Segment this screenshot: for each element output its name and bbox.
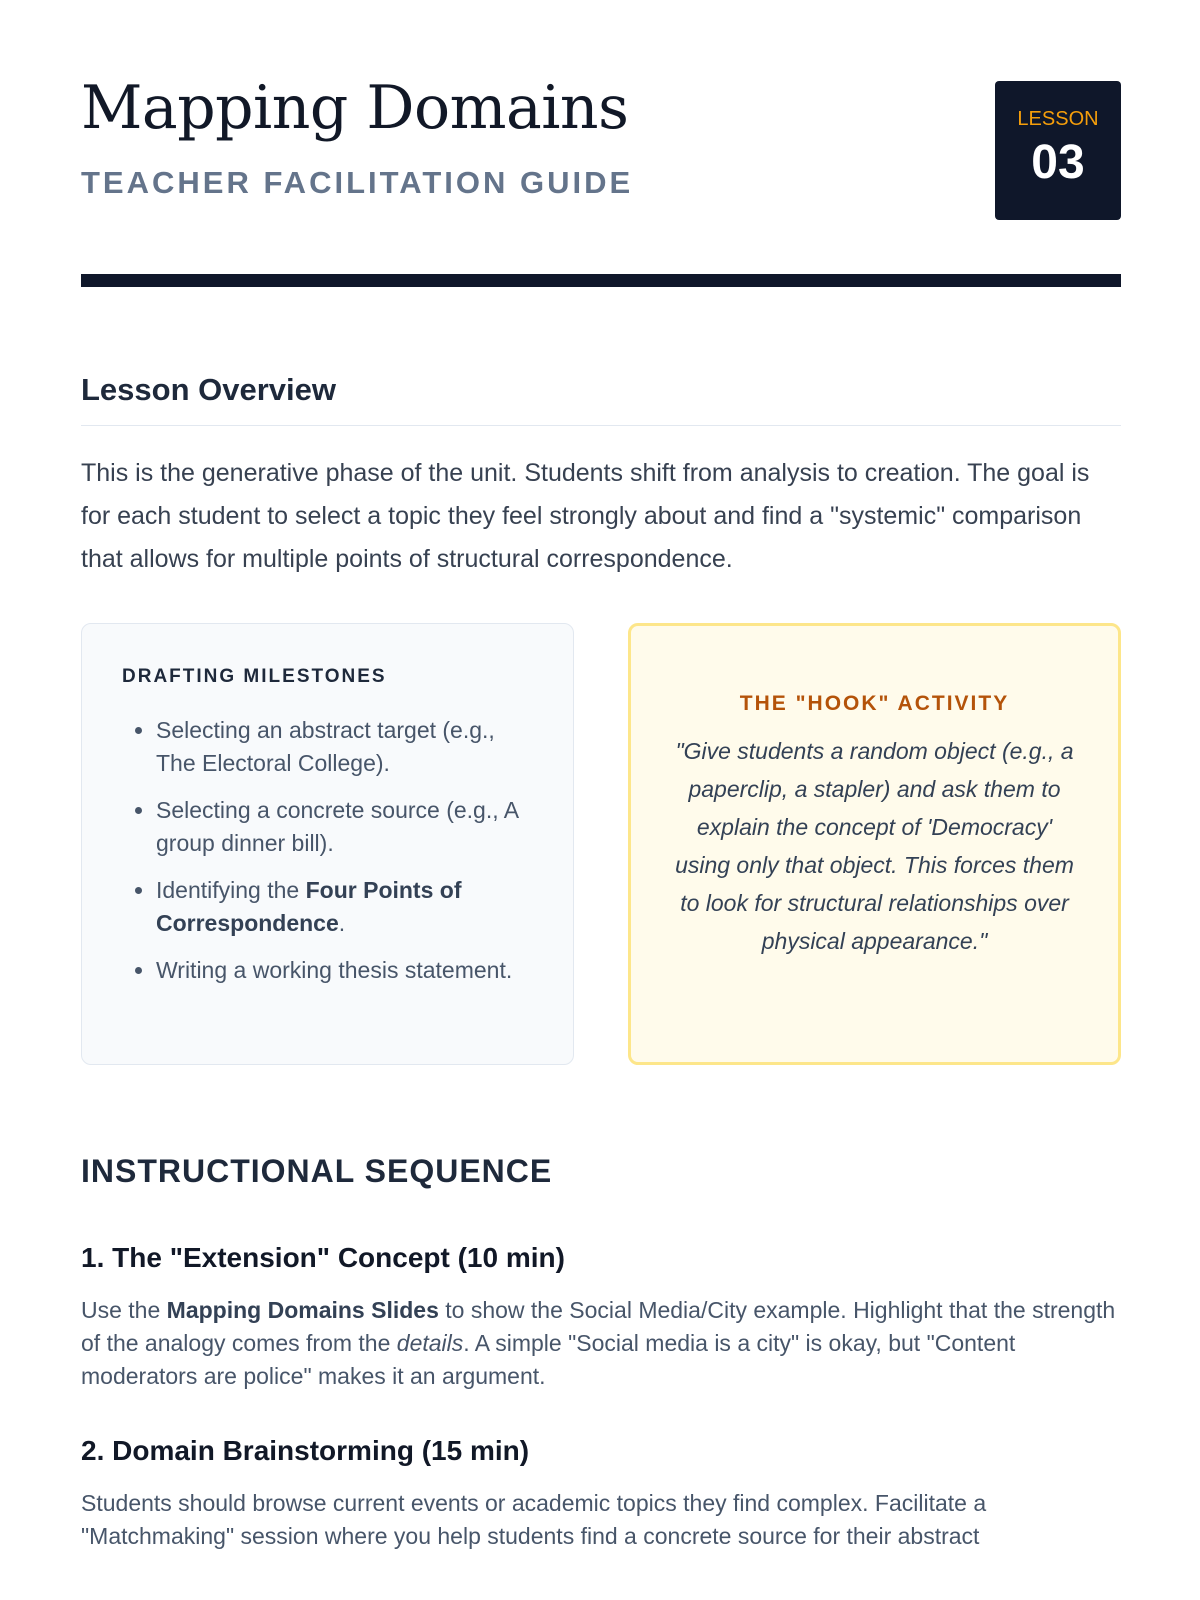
overview-text: This is the generative phase of the unit. Students shift from analysis to creation. The goal is for each student to select a topic they feel strongly about and find a "systemic" comparison that allows for multiple points of structural correspondence. bbox=[81, 459, 1090, 574]
page-header bbox=[81, 0, 1121, 287]
milestone-item: • Selecting an abstract target (e.g., The Electoral College). bbox=[156, 714, 533, 780]
milestone-text: Identifying the bbox=[156, 877, 306, 904]
step-1-emphasis: Mapping Domains Slides bbox=[166, 1297, 439, 1324]
step-2-title: 2. Domain Brainstorming (15 min) bbox=[81, 1435, 530, 1467]
milestone-emphasis: Four Points of Correspondence bbox=[156, 877, 462, 937]
hook-card bbox=[628, 623, 1121, 1065]
hook-quote: "Give students a random object (e.g., a paperclip, a stapler) and ask them to explain the concept of 'Democracy' using only that object. This forces them to look for structural relationships over physical appearance." bbox=[675, 738, 1074, 955]
milestones-card bbox=[81, 623, 574, 1065]
milestone-item: • Writing a working thesis statement. bbox=[156, 954, 533, 987]
lesson-badge-label: LESSON bbox=[1017, 108, 1099, 130]
guide-page bbox=[81, 0, 1121, 1553]
page-subtitle: TEACHER FACILITATION GUIDE bbox=[81, 165, 634, 200]
step-1-body bbox=[81, 1294, 1121, 1393]
milestone-item bbox=[156, 874, 533, 940]
step-1-text: to show the Social Media/City example. Highlight that the strength of the analogy comes from the bbox=[81, 1297, 1116, 1357]
step-1-title: 1. The "Extension" Concept (10 min) bbox=[81, 1242, 565, 1274]
hook-heading: THE "HOOK" ACTIVITY bbox=[739, 692, 1010, 716]
page-title: Mapping Domains bbox=[81, 73, 629, 143]
lesson-badge bbox=[995, 81, 1121, 220]
step-1-text: Use the bbox=[81, 1297, 167, 1324]
milestone-text: . bbox=[338, 910, 346, 937]
milestones-list bbox=[122, 714, 533, 987]
step-2-body: Students should browse current events or academic topics they find complex. Facilitate a "Matchmaking" session where you help students find a concrete source for their abstract bbox=[81, 1490, 987, 1550]
info-cards bbox=[81, 623, 1121, 1065]
sequence-heading: INSTRUCTIONAL SEQUENCE bbox=[81, 1153, 553, 1190]
step-1-italic: details bbox=[396, 1330, 464, 1357]
milestones-heading: DRAFTING MILESTONES bbox=[122, 666, 387, 688]
overview-heading: Lesson Overview bbox=[81, 373, 1121, 426]
milestone-item: • Selecting a concrete source (e.g., A group dinner bill). bbox=[156, 794, 533, 860]
lesson-badge-number: 03 bbox=[1031, 136, 1085, 189]
header-divider bbox=[81, 274, 1121, 287]
step-1-text: . A simple "Social media is a city" is okay, but "Content moderators are police" makes it an argument. bbox=[81, 1330, 1016, 1390]
